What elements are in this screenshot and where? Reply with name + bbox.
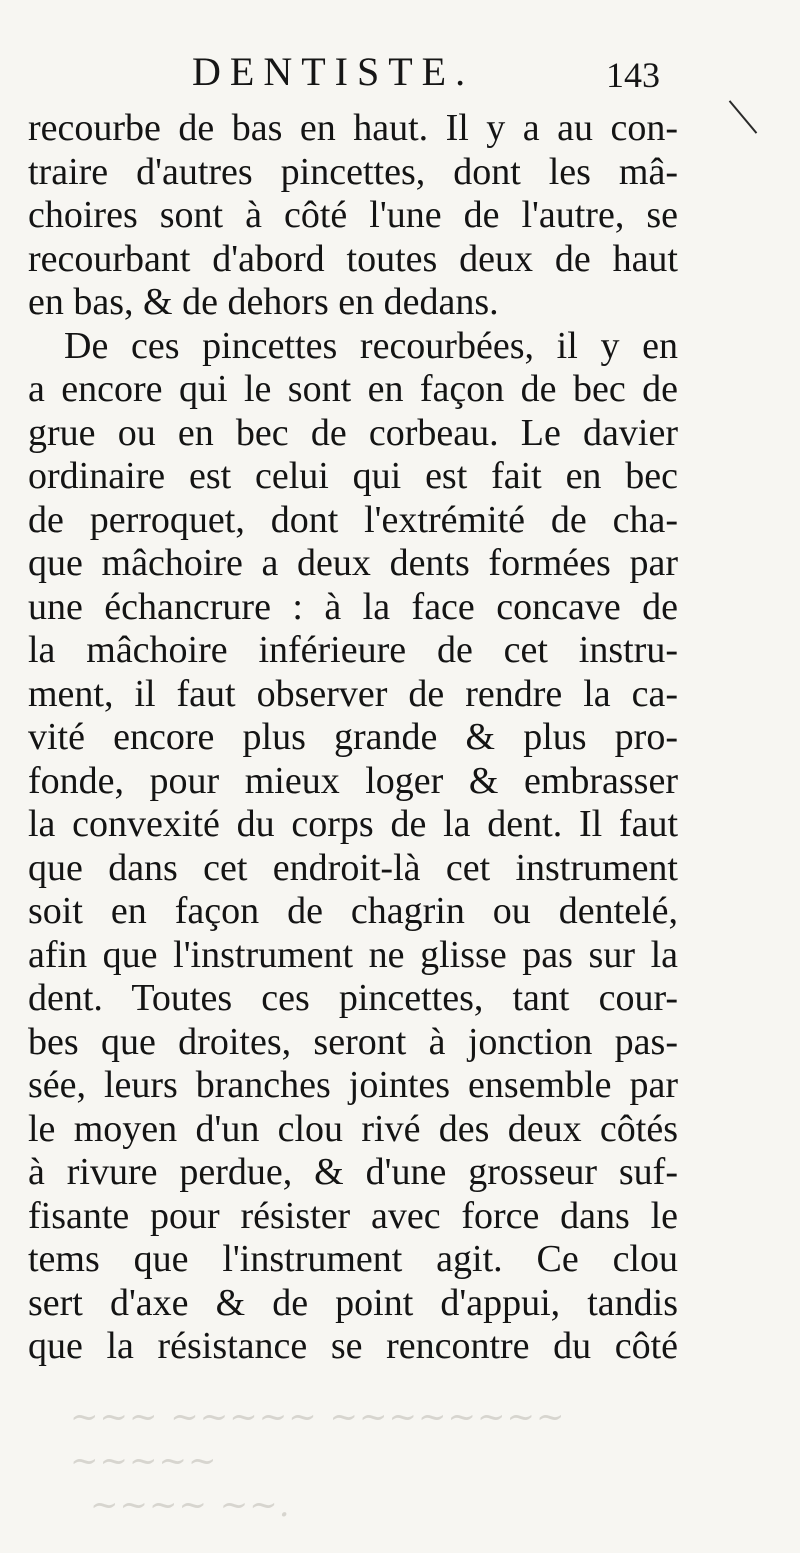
text-line: sert d'axe & de point d'appui, tandis: [28, 1281, 678, 1324]
text-line: à rivure perdue, & d'une grosseur suf-: [28, 1151, 678, 1193]
text-line: ordinaire est celui qui est fait en bec: [28, 455, 678, 497]
text-line: que dans cet endroit-là cet instrument: [28, 846, 678, 889]
text-line: recourbant d'abord toutes deux de haut: [28, 237, 678, 280]
text-line: a encore qui le sont en façon de bec de: [28, 368, 678, 410]
text-line: fonde, pour mieux loger & embrasser: [28, 759, 678, 802]
text-line: recourbe de bas en haut. Il y a au con-: [28, 107, 678, 149]
text-line: la convexité du corps de la dent. Il faut: [28, 803, 678, 845]
text-line: traire d'autres pincettes, dont les mâ-: [28, 150, 678, 193]
text-line: sée, leurs branches jointes ensemble par: [28, 1064, 678, 1106]
text-line: en bas, & de dehors en dedans.: [28, 281, 499, 323]
text-line: grue ou en bec de corbeau. Le davier: [28, 411, 678, 454]
text-line: soit en façon de chagrin ou dentelé,: [28, 890, 678, 932]
text-line: afin que l'instrument ne glisse pas sur la: [28, 933, 678, 976]
text-line: ment, il faut observer de rendre la ca-: [28, 672, 678, 715]
margin-mark: [729, 100, 758, 133]
page-header: [0, 48, 800, 98]
text-line: le moyen d'un clou rivé des deux côtés: [28, 1107, 678, 1150]
text-line: que mâchoire a deux dents formées par: [28, 542, 678, 584]
text-line: tems que l'instrument agit. Ce clou: [28, 1238, 678, 1280]
text-line: dent. Toutes ces pincettes, tant cour-: [28, 977, 678, 1019]
text-line: vité encore plus grande & plus pro-: [28, 716, 678, 758]
show-through-text: ~~~ ~~~~~ ~~~~~~~~ ~~~~~ ~~~~ ~~.: [70, 1397, 566, 1525]
text-line: choires sont à côté l'une de l'autre, se: [28, 194, 678, 236]
page-number: 143: [606, 55, 660, 95]
text-line: bes que droites, seront à jonction pas-: [28, 1020, 678, 1063]
body-text: [28, 107, 678, 1369]
text-line: de perroquet, dont l'extrémité de cha-: [28, 498, 678, 541]
text-line: une échancrure : à la face concave de: [28, 585, 678, 628]
text-line: De ces pincettes recourbées, il y en: [64, 324, 678, 367]
text-line: fisante pour résister avec force dans le: [28, 1194, 678, 1237]
text-line: que la résistance se rencontre du côté: [28, 1325, 678, 1367]
running-head: DENTISTE.: [192, 49, 475, 94]
text-line: la mâchoire inférieure de cet instru-: [28, 629, 678, 671]
